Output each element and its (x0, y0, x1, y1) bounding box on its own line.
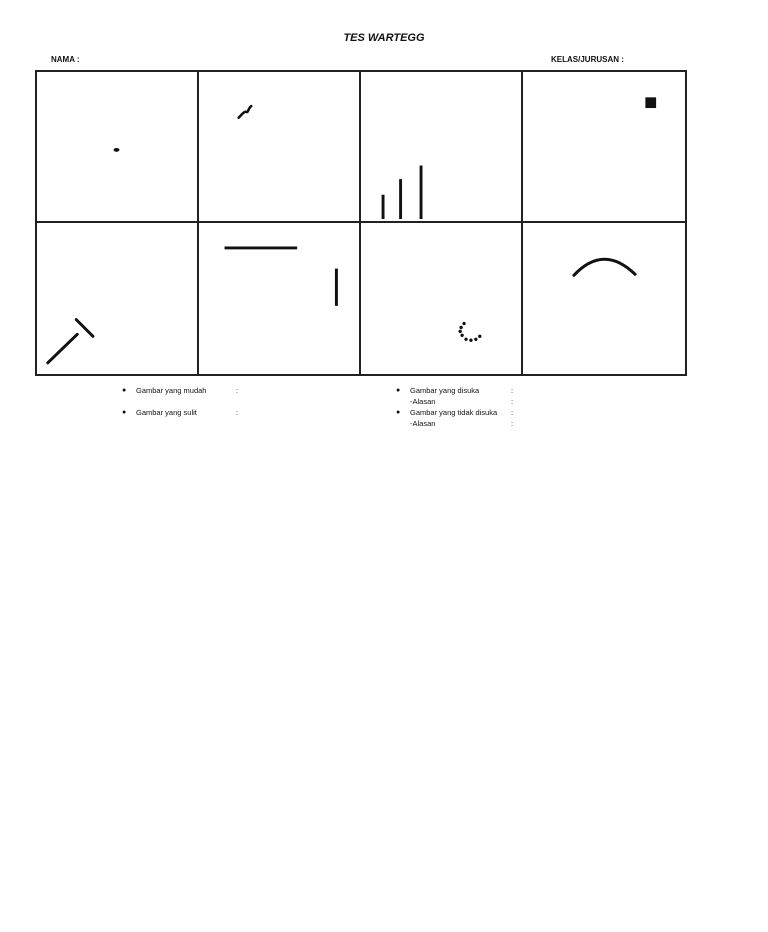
bullet-icon: ● (396, 409, 401, 416)
liked-drawing-label: Gambar yang disuka (410, 386, 480, 395)
list-item (122, 385, 262, 396)
horizontal-vertical-lines-stimulus (199, 223, 359, 374)
box-1-dot[interactable] (37, 72, 199, 223)
colon: : (236, 408, 239, 417)
list-item (122, 407, 262, 418)
list-item (396, 396, 536, 407)
box-8-arc[interactable] (523, 223, 685, 374)
two-lines-stimulus (37, 223, 197, 374)
list-item (396, 418, 536, 429)
colon: : (511, 419, 514, 428)
colon: : (236, 386, 239, 395)
box-3-ascending-bars[interactable] (361, 72, 523, 223)
list-item (396, 385, 536, 396)
page-title: TES WARTEGG (343, 32, 425, 44)
dotted-arc-stimulus (361, 223, 521, 374)
bullet-icon: ● (122, 409, 127, 416)
wartegg-grid (35, 70, 687, 376)
reason-label: -Alasan (410, 419, 436, 428)
colon: : (511, 386, 514, 395)
reason-label: -Alasan (410, 397, 436, 406)
box-2-wavy-line[interactable] (199, 72, 361, 223)
dot-stimulus (37, 72, 197, 221)
name-field-label: NAMA : (51, 55, 80, 64)
bullet-icon: ● (122, 387, 127, 394)
list-item (396, 407, 536, 418)
class-field-label: KELAS/JURUSAN : (551, 55, 624, 64)
bullet-icon: ● (396, 387, 401, 394)
hard-drawing-label: Gambar yang sulit (136, 408, 197, 417)
easy-drawing-label: Gambar yang mudah (136, 386, 207, 395)
left-question-list (122, 385, 262, 418)
arc-stimulus (523, 223, 685, 374)
box-6-lines[interactable] (199, 223, 361, 374)
box-7-dotted-arc[interactable] (361, 223, 523, 374)
right-question-list (396, 385, 536, 429)
ascending-bars-stimulus (361, 72, 521, 221)
black-square-stimulus (523, 72, 685, 221)
colon: : (511, 408, 514, 417)
disliked-drawing-label: Gambar yang tidak disuka (410, 408, 498, 417)
box-4-black-square[interactable] (523, 72, 685, 223)
colon: : (511, 397, 514, 406)
box-5-two-lines[interactable] (37, 223, 199, 374)
wavy-line-stimulus (199, 72, 359, 221)
